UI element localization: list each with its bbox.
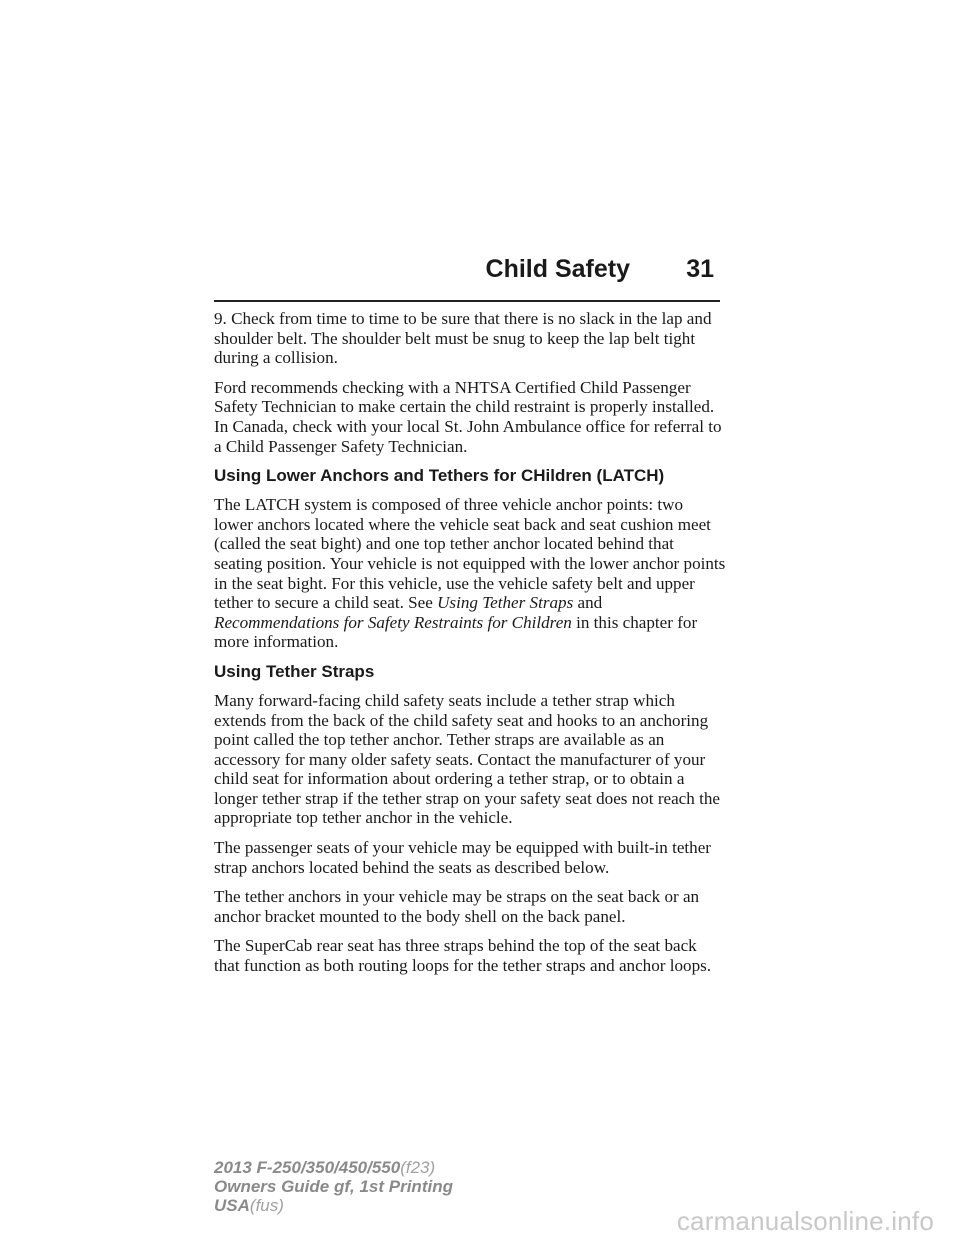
paragraph-step-9: 9. Check from time to time to be sure that there is no slack in the lap and shoulder belt. The shoulder belt must be snug to keep the lap belt tight during a collision. bbox=[214, 309, 712, 368]
footer-line-model: 2013 F-250/350/450/550(f23) bbox=[214, 1158, 436, 1177]
paragraph-latch-system bbox=[214, 495, 726, 652]
heading-tether-straps: Using Tether Straps bbox=[214, 661, 375, 681]
paragraph-forward-facing: Many forward-facing child safety seats include a tether strap which extends from the back of the child safety seat and hooks to an anchoring point called the top tether anchor. Tether straps are available as an accessory for many older safety seats. Contact the manufacturer of your child seat for information about ordering a tether strap, or to obtain a longer tether strap if the tether strap on your safety seat does not reach the appropriate top tether anchor in the vehicle. bbox=[214, 690, 720, 828]
document-footer bbox=[214, 1158, 453, 1215]
footer-line-market: USA(fus) bbox=[214, 1196, 284, 1215]
link-using-tether-straps[interactable]: Using Tether Straps bbox=[437, 593, 574, 613]
page-number: 31 bbox=[686, 255, 714, 283]
section-title: Child Safety bbox=[485, 255, 630, 283]
watermark-text: carmanualsonline.info bbox=[676, 1206, 934, 1236]
latch-text-b: and bbox=[573, 593, 603, 613]
paragraph-supercab: The SuperCab rear seat has three straps behind the top of the seat back that function as both routing loops for the tether straps and anchor loops. bbox=[214, 936, 712, 976]
latch-text-c: in this chapter for more information. bbox=[214, 612, 698, 652]
page-body bbox=[214, 309, 726, 986]
link-recommendations[interactable]: Recommendations for Safety Restraints for Children bbox=[214, 612, 572, 632]
page-header bbox=[214, 254, 720, 302]
footer-line-guide: Owners Guide gf, 1st Printing bbox=[214, 1177, 453, 1196]
latch-text-a: The LATCH system is composed of three vehicle anchor points: two lower anchors located where the vehicle seat back and seat cushion meet (called the seat bight) and one top tether anchor located behind that seating position. Your vehicle is not equipped with the lower anchor points in the seat bight. For this vehicle, use the vehicle safety belt and upper tether to secure a child seat. See bbox=[214, 495, 726, 613]
heading-latch: Using Lower Anchors and Tethers for CHildren (LATCH) bbox=[214, 466, 665, 486]
paragraph-tether-anchors: The tether anchors in your vehicle may be straps on the seat back or an anchor bracket mounted to the body shell on the back panel. bbox=[214, 887, 700, 926]
paragraph-passenger-seats: The passenger seats of your vehicle may be equipped with built-in tether strap anchors located behind the seats as described below. bbox=[214, 838, 711, 877]
paragraph-ford-recommends: Ford recommends checking with a NHTSA Certified Child Passenger Safety Technician to make certain the child restraint is properly installed. In Canada, check with your local St. John Ambulance office for referral to a Child Passenger Safety Technician. bbox=[214, 377, 722, 456]
